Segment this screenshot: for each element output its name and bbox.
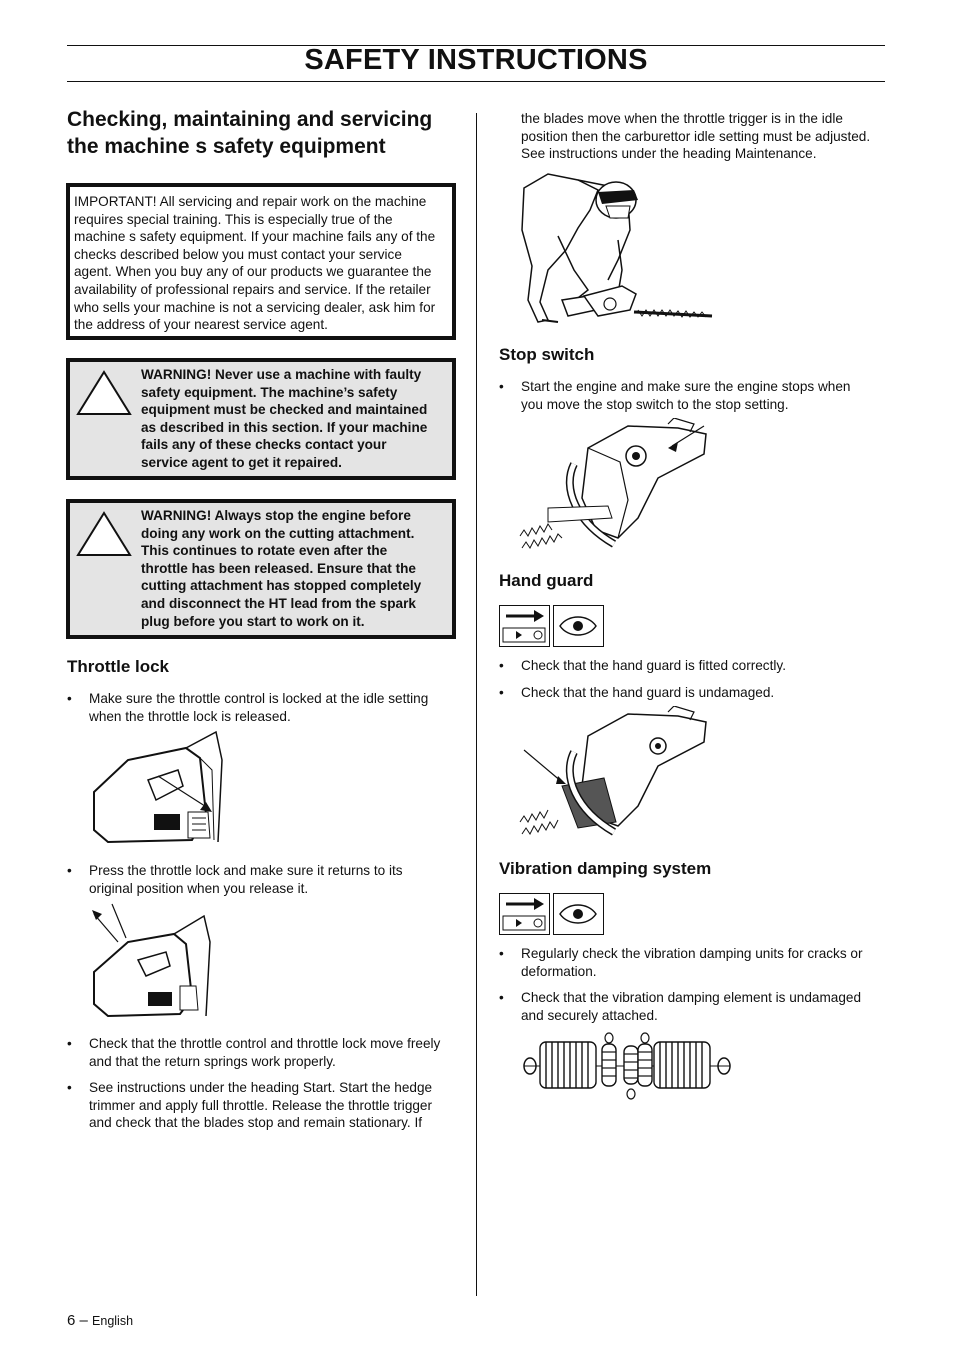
text-line: the address of your nearest service agent. [74,317,328,333]
bullet-marker: • [67,1080,72,1095]
bullet-text [89,1035,440,1070]
inspect-eye-icon [553,893,604,935]
text-line: cutting attachment has stopped completely [141,578,422,594]
footer-language: English [92,1314,134,1328]
arrow-right-icon [499,605,550,647]
text-line: service agent to get it repaired. [141,454,342,470]
warning-triangle-icon [76,511,132,557]
text-line: and that the return springs work properly. [89,1053,336,1069]
page-title: SAFETY INSTRUCTIONS [304,44,648,76]
page-number: 6 – [67,1312,88,1329]
bullet-text [521,378,851,413]
text-line: plug before you start to work on it. [141,613,365,629]
text-line: position then the carburettor idle setting must be adjusted. [521,128,871,144]
bullet-item [499,378,889,414]
text-line: Check that the throttle control and throttle lock move freely [89,1036,441,1051]
text-line: See instructions under the heading Start. Start the hedge [89,1080,433,1095]
maintenance-icons [499,605,604,647]
bullet-marker: • [499,990,504,1005]
bullet-marker: • [67,1036,72,1051]
warning-text [141,507,449,630]
warning-box-stop-engine [66,499,456,639]
vibration-damping-springs-illustration [520,1032,734,1102]
warning-triangle-icon [76,370,132,416]
bullet-text [89,862,403,897]
continued-text [521,110,891,163]
text-line: WARNING! Never use a machine with faulty [141,367,422,382]
text-line: when the throttle lock is released. [89,708,291,724]
bullet-item [499,945,889,981]
important-notice-box [66,183,456,340]
bullet-item [67,690,457,726]
text-line: IMPORTANT! All servicing and repair work on the machine [74,194,427,209]
bullet-text [89,1079,432,1132]
arrow-right-icon [499,893,550,935]
text-line: availability of professional repairs and service. If the retailer [74,281,431,297]
bullet-marker: • [499,379,504,394]
text-line: and disconnect the HT lead from the spark [141,595,416,611]
text-line: Press the throttle lock and make sure it returns to its [89,863,403,878]
text-line: Start the engine and make sure the engine stops when [521,379,851,394]
section-heading [67,106,467,160]
important-notice-text [74,193,446,334]
throttle-lock-heading: Throttle lock [67,657,170,676]
hand-guard-heading: Hand guard [499,571,594,590]
stop-switch-heading: Stop switch [499,345,595,364]
operator-hedge-trimmer-illustration [518,170,718,326]
bullet-item [67,1079,457,1133]
text-line: agent. When you buy any of our products we guarantee the [74,264,432,280]
hand-guard-illustration [518,706,712,840]
text-line: equipment must be checked and maintained [141,402,428,418]
bullet-marker: • [499,685,504,700]
section-heading-line: Checking, maintaining and servicing [67,108,433,131]
bullet-item [67,862,457,898]
text-line: and securely attached. [521,1007,658,1023]
text-line: Make sure the throttle control is locked at the idle setting [89,691,429,706]
text-line: who sells your machine is not a servicing dealer, ask him for [74,299,436,315]
inspect-eye-icon [553,605,604,647]
bullet-marker: • [67,691,72,706]
text-line: original position when you release it. [89,880,309,896]
bullet-marker: • [499,658,504,673]
text-line: machine s safety equipment. If your machine fails any of the [74,229,436,245]
text-line: WARNING! Always stop the engine before [141,508,411,523]
text-line: as described in this section. If your machine [141,419,428,435]
throttle-lock-return-illustration [88,902,218,1020]
text-line: the blades move when the throttle trigger is in the idle [521,111,843,126]
text-line: trimmer and apply full throttle. Release the throttle trigger [89,1097,433,1113]
title-bottom-rule [67,81,885,82]
bullet-marker: • [67,863,72,878]
page-footer [67,1312,133,1329]
maintenance-icons [499,893,604,935]
text-line: Check that the vibration damping element is undamaged [521,990,862,1005]
text-line: See instructions under the heading Maintenance. [521,146,817,162]
text-line: requires special training. This is especially true of the [74,211,393,227]
bullet-text: Check that the hand guard is undamaged. [521,685,775,700]
bullet-text: Check that the hand guard is fitted correctly. [521,658,786,673]
bullet-item [499,989,889,1025]
vibration-damping-heading: Vibration damping system [499,859,712,878]
warning-box-faulty-equipment [66,358,456,480]
text-line: doing any work on the cutting attachment. [141,525,415,541]
text-line: Regularly check the vibration damping units for cracks or [521,946,863,961]
bullet-item [499,684,889,702]
warning-text [141,366,449,472]
bullet-text [89,690,428,725]
text-line: safety equipment. The machine’s safety [141,384,398,400]
text-line: This continues to rotate even after the [141,543,388,559]
bullet-text [521,945,863,980]
bullet-marker: • [499,946,504,961]
text-line: checks described below you must contact your service [74,246,402,262]
section-heading-line: the machine s safety equipment [67,135,386,158]
text-line: and check that the blades stop and remain stationary. If [89,1115,422,1131]
text-line: deformation. [521,963,597,979]
text-line: you move the stop switch to the stop setting. [521,396,789,412]
bullet-item [499,657,889,675]
column-divider [476,113,477,1296]
bullet-text [521,989,861,1024]
stop-switch-illustration [518,418,712,556]
text-line: fails any of these checks contact your [141,437,387,453]
text-line: throttle has been released. Ensure that the [141,560,416,576]
throttle-lock-illustration [88,730,228,848]
bullet-item [67,1035,457,1071]
